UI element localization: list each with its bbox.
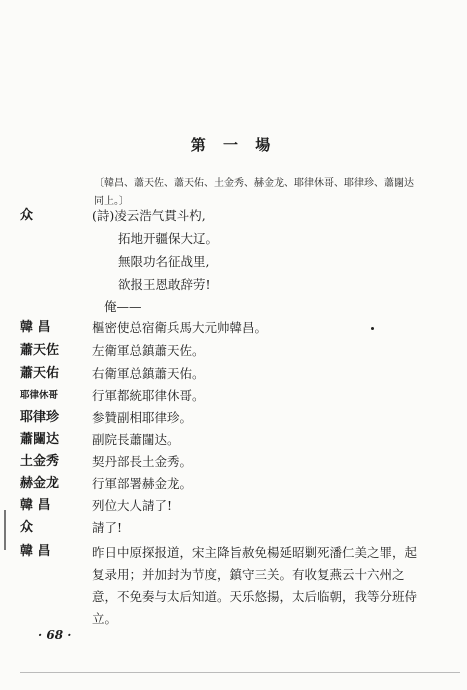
dialogue-text: 樞密使总宿衛兵馬大元帅韓昌。 bbox=[92, 320, 268, 335]
dialogue-line bbox=[0, 430, 467, 450]
chorus-text: 俺—— bbox=[104, 299, 142, 314]
dialogue-text: 副院長蕭闥达。 bbox=[92, 432, 180, 447]
scan-edge-mark bbox=[4, 510, 6, 550]
verse-line bbox=[0, 229, 467, 249]
speaker: 蕭闥达 bbox=[20, 432, 60, 447]
speaker: 赫金龙 bbox=[20, 476, 60, 491]
scan-speck bbox=[371, 327, 374, 330]
dialogue-text: 右衛軍总鎮蕭天佑。 bbox=[92, 366, 205, 381]
speaker: 蕭天佑 bbox=[20, 366, 60, 381]
dialogue-text: 左衛軍总鎮蕭天佐。 bbox=[92, 343, 205, 358]
dialogue-text: 請了! bbox=[92, 520, 123, 535]
verse-line bbox=[0, 275, 467, 295]
dialogue-text: 行軍部署赫金龙。 bbox=[92, 476, 193, 491]
dialogue-text: (詩)凌云浩气貫斗杓, bbox=[92, 208, 206, 223]
final-speech: 昨日中原探报道，宋主降旨赦免楊延昭剿死潘仁美之罪，起复录用；并加封为节度，鎮守三关。有收复燕云十六州之意，不免奏与太后知道。天乐悠揚，太后临朝，我等分班侍立。 bbox=[92, 545, 418, 626]
scan-bottom-noise bbox=[20, 672, 460, 673]
cast-list: 〔韓昌、蕭天佐、蕭天佑、土金秀、赫金龙、耶律休哥、耶律珍、蕭闥达同上。〕 bbox=[94, 178, 414, 207]
dialogue-line bbox=[0, 364, 467, 384]
opening-line bbox=[0, 206, 467, 226]
chorus-line bbox=[0, 297, 467, 317]
dialogue-line bbox=[0, 518, 467, 538]
scene-title: 第 一 場 bbox=[190, 136, 277, 154]
dialogue-text: 参贊副相耶律珍。 bbox=[92, 410, 193, 425]
dialogue-line bbox=[0, 496, 467, 516]
dialogue-text: 行軍都統耶律休哥。 bbox=[92, 388, 205, 403]
speaker: 耶律珍 bbox=[20, 410, 60, 425]
verse-text: 欲报王恩敢辞劳! bbox=[118, 277, 211, 292]
dialogue-line bbox=[0, 408, 467, 428]
speaker: 韓 昌 bbox=[20, 320, 51, 335]
speaker: 众 bbox=[20, 520, 34, 535]
speaker: 韓 昌 bbox=[20, 498, 51, 513]
dialogue-line bbox=[0, 318, 467, 338]
speaker: 众 bbox=[20, 208, 34, 223]
speaker: 韓 昌 bbox=[20, 544, 51, 559]
speaker: 蕭天佐 bbox=[20, 343, 60, 358]
dialogue-line bbox=[0, 452, 467, 472]
dialogue-line bbox=[0, 341, 467, 361]
dialogue-line bbox=[0, 386, 467, 406]
speaker: 耶律休哥 bbox=[20, 390, 59, 401]
verse-text: 拓地开疆保大辽。 bbox=[118, 231, 219, 246]
dialogue-text: 列位大人請了! bbox=[92, 498, 173, 513]
final-speaker-line bbox=[0, 542, 90, 562]
dialogue-text: 契丹部長土金秀。 bbox=[92, 454, 193, 469]
speaker: 土金秀 bbox=[20, 454, 60, 469]
verse-line bbox=[0, 252, 467, 272]
verse-text: 無限功名征战里, bbox=[118, 254, 210, 269]
dialogue-line bbox=[0, 474, 467, 494]
page-number: · 68 · bbox=[38, 628, 72, 642]
